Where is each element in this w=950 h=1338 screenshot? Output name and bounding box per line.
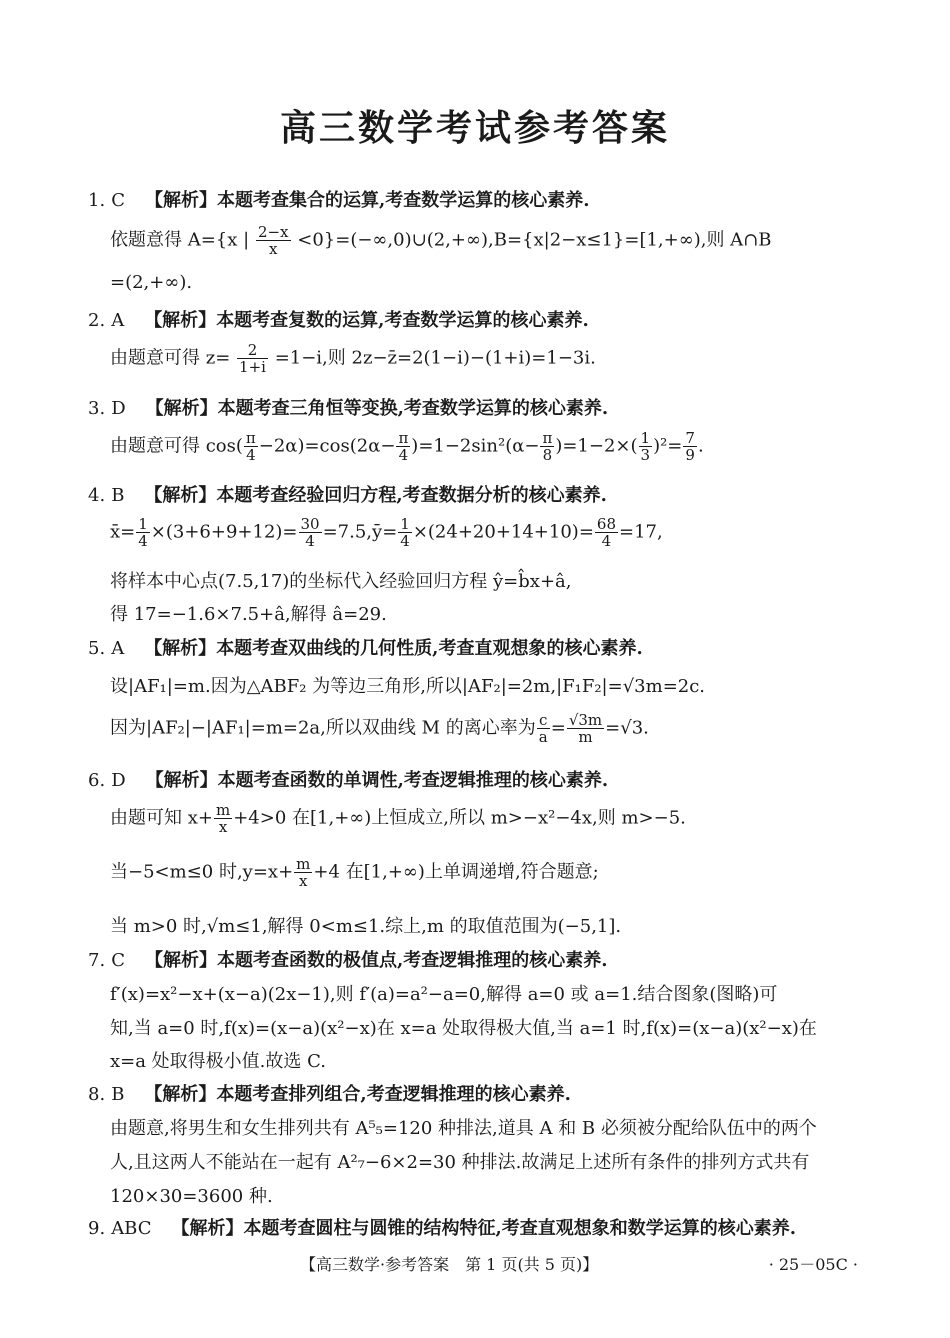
numerator: m bbox=[296, 855, 311, 873]
text: ×(3+6+9+12)= bbox=[150, 521, 298, 543]
denominator: 4 bbox=[398, 446, 409, 464]
analysis-tag: 【解析】 bbox=[144, 950, 217, 971]
solution-line: 知,当 a=0 时,f(x)=(x−a)(x²−x)在 x=a 处取得极大值,当 a=1 时,f(x)=(x−a)(x²−x)在 bbox=[110, 1018, 817, 1039]
denominator: 4 bbox=[138, 532, 148, 550]
question-number: 6. bbox=[88, 770, 106, 791]
denominator: m bbox=[578, 728, 593, 746]
answer-choice: C bbox=[111, 190, 125, 211]
question-header bbox=[88, 306, 589, 332]
analysis-desc: 本题考查圆柱与圆锥的结构特征,考查直观想象和数学运算的核心素养. bbox=[243, 1218, 797, 1239]
answer-choice: D bbox=[111, 398, 126, 419]
analysis-tag: 【解析】 bbox=[144, 1084, 217, 1105]
text: )²= bbox=[653, 435, 683, 457]
text: = bbox=[550, 717, 566, 739]
question-header bbox=[88, 766, 608, 792]
fraction bbox=[244, 430, 258, 463]
question-header bbox=[88, 634, 643, 660]
analysis-tag: 【解析】 bbox=[144, 638, 217, 659]
fraction bbox=[214, 802, 232, 835]
numerator: 7 bbox=[685, 429, 695, 447]
numerator: 68 bbox=[596, 515, 616, 533]
text: =7.5,ȳ= bbox=[322, 521, 398, 543]
question-header bbox=[88, 394, 608, 420]
analysis-tag: 【解析】 bbox=[144, 485, 217, 506]
solution-line: 120×30=3600 种. bbox=[110, 1186, 273, 1207]
question-number: 8. bbox=[88, 1084, 106, 1105]
analysis-desc: 本题考查经验回归方程,考查数据分析的核心素养. bbox=[216, 485, 607, 506]
text: <0}=(−∞,0)∪(2,+∞),B={x|2−x≤1}=[1,+∞),则 A∩B bbox=[297, 229, 772, 251]
text: 依题意得 A={x | bbox=[110, 229, 250, 251]
fraction bbox=[396, 430, 410, 463]
question-number: 9. bbox=[88, 1218, 106, 1239]
analysis-desc: 本题考查集合的运算,考查数学运算的核心素养. bbox=[216, 190, 590, 211]
solution-line: 当 m>0 时,√m≤1,解得 0<m≤1.综上,m 的取值范围为(−5,1]. bbox=[110, 916, 622, 937]
analysis-tag: 【解析】 bbox=[145, 398, 218, 419]
numerator: 2−x bbox=[257, 223, 289, 241]
numerator: √3m bbox=[568, 711, 603, 729]
analysis-desc: 本题考查函数的极值点,考查逻辑推理的核心素养. bbox=[216, 950, 608, 971]
question-number: 2. bbox=[88, 310, 106, 331]
analysis-tag: 【解析】 bbox=[145, 770, 218, 791]
numerator: c bbox=[537, 712, 550, 729]
solution-line: 设|AF₁|=m.因为△ABF₂ 为等边三角形,所以|AF₂|=2m,|F₁F₂|=√3m=2c. bbox=[110, 676, 706, 697]
footer-code: · 25－05C · bbox=[768, 1255, 858, 1274]
analysis-desc: 本题考查复数的运算,考查数学运算的核心素养. bbox=[216, 310, 589, 331]
text: ×(24+20+14+10)= bbox=[412, 521, 594, 543]
fraction bbox=[398, 516, 412, 549]
page-title: 高三数学考试参考答案 bbox=[279, 107, 670, 149]
question-number: 3. bbox=[88, 398, 106, 419]
denominator: 4 bbox=[305, 532, 315, 550]
denominator: 4 bbox=[246, 446, 256, 464]
solution-line bbox=[110, 712, 649, 745]
text: −2α)=cos(2α− bbox=[258, 435, 396, 457]
text: 由题可知 x+ bbox=[110, 807, 213, 829]
solution-line bbox=[110, 272, 192, 293]
text: =1−i,则 2z−z̄=2(1−i)−(1+i)=1−3i. bbox=[274, 347, 596, 369]
solution-line: f′(x)=x²−x+(x−a)(2x−1),则 f′(a)=a²−a=0,解得 a=0 或 a=1.结合图象(图略)可 bbox=[110, 984, 778, 1005]
text: =17, bbox=[619, 521, 663, 543]
solution-line: 得 17=−1.6×7.5+â,解得 â=29. bbox=[110, 604, 387, 625]
numerator: 30 bbox=[300, 515, 320, 533]
fraction bbox=[136, 516, 150, 549]
denominator: 1+i bbox=[239, 358, 266, 376]
question-number: 7. bbox=[88, 950, 106, 971]
question-header bbox=[88, 1080, 571, 1106]
denominator: x bbox=[218, 818, 228, 836]
numerator: π bbox=[245, 429, 256, 447]
question-number: 1. bbox=[88, 190, 106, 211]
analysis-desc: 本题考查排列组合,考查逻辑推理的核心素养. bbox=[216, 1084, 571, 1105]
text: +4>0 在[1,+∞)上恒成立,所以 m>−x²−4x,则 m>−5. bbox=[233, 807, 686, 829]
solution-line bbox=[110, 430, 704, 463]
solution-line bbox=[110, 802, 686, 835]
fraction bbox=[299, 516, 322, 549]
text: )=1−2sin²(α− bbox=[411, 435, 540, 457]
denominator: x bbox=[268, 240, 278, 258]
analysis-tag: 【解析】 bbox=[144, 190, 217, 211]
fraction bbox=[683, 430, 697, 463]
numerator: π bbox=[542, 429, 553, 447]
analysis-desc: 本题考查函数的单调性,考查逻辑推理的核心素养. bbox=[217, 770, 609, 791]
analysis-tag: 【解析】 bbox=[171, 1218, 244, 1239]
footer-page-info: 【高三数学·参考答案 第 1 页(共 5 页)】 bbox=[300, 1255, 599, 1274]
answer-choice: D bbox=[111, 770, 126, 791]
analysis-desc: 本题考查双曲线的几何性质,考查直观想象的核心素养. bbox=[216, 638, 643, 659]
answer-choice: B bbox=[111, 1084, 125, 1105]
answer-choice: ABC bbox=[111, 1218, 152, 1239]
text: 由题意可得 z= bbox=[110, 347, 231, 369]
denominator: 4 bbox=[400, 532, 410, 550]
denominator: 4 bbox=[601, 532, 612, 550]
fraction bbox=[540, 430, 554, 463]
text: =√3. bbox=[605, 717, 649, 739]
denominator: 8 bbox=[542, 446, 553, 464]
numerator: 1 bbox=[640, 429, 651, 447]
question-header bbox=[88, 946, 608, 972]
denominator: x bbox=[299, 872, 308, 890]
answer-choice: A bbox=[111, 310, 125, 331]
text: =(2,+∞). bbox=[110, 272, 193, 293]
solution-line: 人,且这两人不能站在一起有 A²₇−6×2=30 种排法.故满足上述所有条件的排列方式共有 bbox=[110, 1152, 810, 1173]
text: . bbox=[697, 435, 704, 457]
question-header bbox=[88, 1214, 796, 1240]
text: +4 在[1,+∞)上单调递增,符合题意; bbox=[313, 861, 599, 883]
fraction bbox=[237, 342, 268, 375]
text: 因为|AF₂|−|AF₁|=m=2a,所以双曲线 M 的离心率为 bbox=[110, 717, 536, 739]
answer-choice: C bbox=[111, 950, 125, 971]
fraction bbox=[256, 224, 291, 257]
solution-line bbox=[110, 224, 772, 257]
question-header bbox=[88, 186, 590, 212]
analysis-desc: 本题考查三角恒等变换,考查数学运算的核心素养. bbox=[217, 398, 609, 419]
question-number: 5. bbox=[88, 638, 106, 659]
fraction bbox=[639, 430, 653, 463]
solution-line bbox=[110, 342, 596, 375]
solution-line: 由题意,将男生和女生排列共有 A⁵₅=120 种排法,道具 A 和 B 必须被分配给队伍中的两个 bbox=[110, 1118, 817, 1139]
numerator: m bbox=[215, 801, 231, 819]
text: )=1−2×( bbox=[555, 435, 638, 457]
answer-choice: B bbox=[111, 485, 125, 506]
text: x̄= bbox=[110, 521, 136, 543]
analysis-tag: 【解析】 bbox=[144, 310, 217, 331]
denominator: a bbox=[538, 728, 548, 746]
fraction bbox=[537, 712, 550, 745]
denominator: 3 bbox=[640, 446, 651, 464]
answer-choice: A bbox=[111, 638, 125, 659]
numerator: π bbox=[398, 429, 409, 447]
question-header bbox=[88, 481, 607, 507]
denominator: 9 bbox=[685, 446, 695, 464]
numerator: 1 bbox=[138, 515, 148, 533]
solution-line: x=a 处取得极小值.故选 C. bbox=[110, 1051, 326, 1072]
solution-line bbox=[110, 516, 663, 549]
fraction bbox=[294, 856, 312, 889]
solution-line: 将样本中心点(7.5,17)的坐标代入经验回归方程 ŷ=b̂x+â, bbox=[110, 571, 572, 592]
text: 当−5<m≤0 时,y=x+ bbox=[110, 861, 294, 883]
question-number: 4. bbox=[88, 485, 106, 506]
numerator: 2 bbox=[237, 342, 268, 359]
fraction bbox=[567, 712, 604, 745]
fraction bbox=[595, 516, 618, 549]
numerator: 1 bbox=[400, 515, 410, 533]
text: 由题意可得 cos( bbox=[110, 435, 243, 457]
solution-line bbox=[110, 856, 599, 889]
